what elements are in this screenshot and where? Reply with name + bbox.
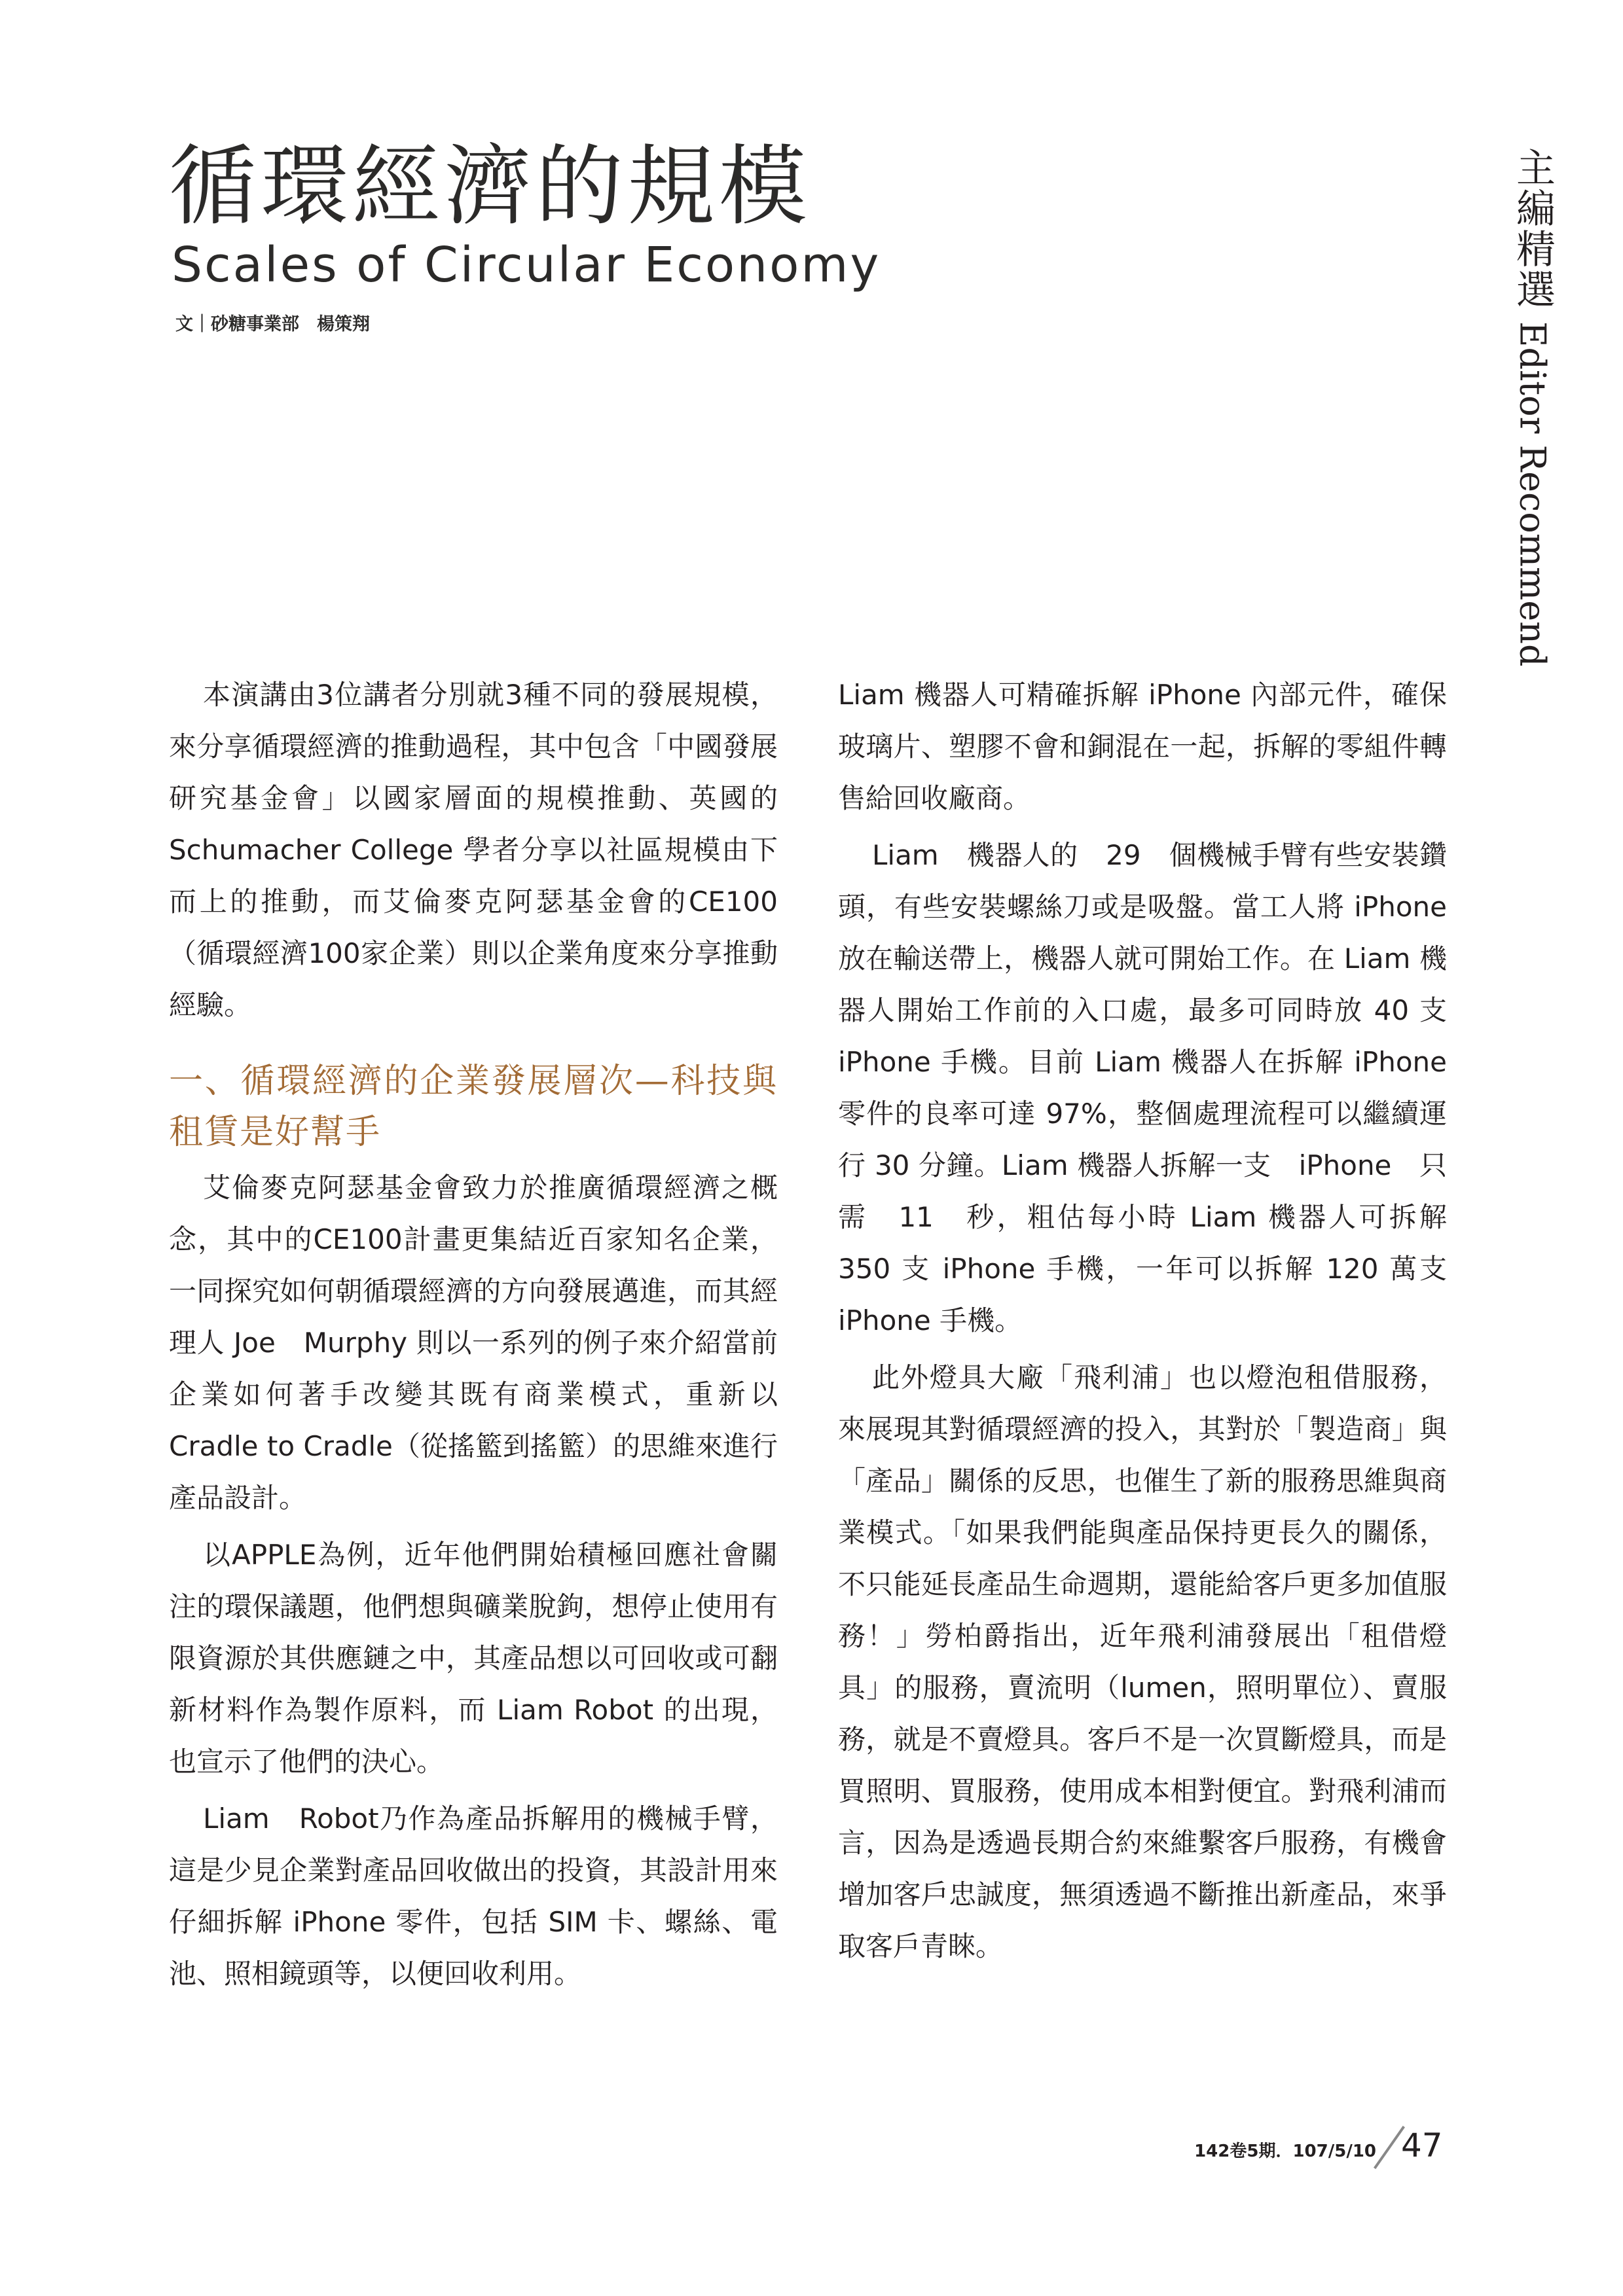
author-byline: 文｜砂糖事業部 楊策翔: [175, 314, 370, 334]
body-paragraph: 艾倫麥克阿瑟基金會致力於推廣循環經濟之概念，其中的CE100計畫更集結近百家知名企業，一同探究如何朝循環經濟的方向發展邁進，而其經理人 Joe Murphy 則以一系列的例子來介紹當前企業如何著手改變其既有商業模式，重新以 Cradle to Cradle（從搖籃到搖籃）的思維來進行產品設計。: [169, 1172, 778, 1514]
body-paragraph: Liam Robot乃作為產品拆解用的機械手臂，這是少見企業對產品回收做出的投資，其設計用來仔細拆解 iPhone 零件，包括 SIM 卡、螺絲、電池、照相鏡頭等，以便回收利用。: [169, 1803, 778, 1990]
section-side-label: [1504, 147, 1561, 667]
section-label-english: Editor Recommend: [1512, 321, 1554, 667]
article-title-english: Scales of Circular Economy: [172, 237, 881, 293]
article-title-chinese: 循環經濟的規模: [169, 135, 811, 238]
page-number: 47: [1401, 2126, 1443, 2164]
section-label-chinese: 主編精選: [1510, 147, 1556, 310]
page-footer: [1185, 2121, 1447, 2173]
body-paragraph: 以APPLE為例，近年他們開始積極回應社會關注的環保議題，他們想與礦業脫鉤，想停止使用有限資源於其供應鏈之中，其產品想以可回收或可翻新材料作為製作原料，而 Liam Robot 的出現，也宣示了他們的決心。: [169, 1539, 778, 1778]
body-paragraph: 此外燈具大廠「飛利浦」也以燈泡租借服務，來展現其對循環經濟的投入，其對於「製造商」與「產品」關係的反思，也催生了新的服務思維與商業模式。「如果我們能與產品保持更長久的關係，不只能延長產品生命週期，還能給客戶更多加值服務！」勞柏爵指出，近年飛利浦發展出「租借燈具」的服務，賣流明（lumen，照明單位）、賣服務，就是不賣燈具。客戶不是一次買斷燈具，而是買照明、買服務，使用成本相對便宜。對飛利浦而言，因為是透過長期合約來維繫客戶服務，有機會增加客戶忠誠度，無須透過不斷推出新產品，來爭取客戶青睞。: [838, 1361, 1447, 1962]
body-paragraph: Liam 機器人可精確拆解 iPhone 內部元件，確保玻璃片、塑膠不會和銅混在一起，拆解的零組件轉售給回收廠商。: [838, 679, 1447, 814]
footer-divider: [1374, 2126, 1405, 2169]
intro-paragraph: 本演講由3位講者分別就3種不同的發展規模，來分享循環經濟的推動過程，其中包含「中國發展研究基金會」以國家層面的規模推動、英國的Schumacher College 學者分享以社區規模由下而上的推動，而艾倫麥克阿瑟基金會的CE100（循環經濟100家企業）則以企業角度來分享推動經驗。: [169, 679, 778, 1021]
right-text-column: [838, 669, 1475, 1977]
left-text-column: [169, 669, 778, 2005]
body-paragraph: Liam 機器人的 29 個機械手臂有些安裝鑽頭，有些安裝螺絲刀或是吸盤。當工人將 iPhone 放在輸送帶上，機器人就可開始工作。在 Liam 機器人開始工作前的入口處，最多可同時放 40 支 iPhone 手機。目前 Liam 機器人在拆解 iPhone 零件的良率可達 97%，整個處理流程可以繼續運行 30 分鐘。Liam 機器人拆解一支 iPhone 只需 11 秒，粗估每小時 Liam 機器人可拆解 350 支 iPhone 手機，一年可以拆解 120 萬支 iPhone 手機。: [838, 839, 1475, 1336]
section-heading: 一、循環經濟的企業發展層次—科技與租賃是好幫手: [169, 1062, 778, 1152]
issue-info: 142卷5期．107/5/10: [1194, 2142, 1376, 2161]
